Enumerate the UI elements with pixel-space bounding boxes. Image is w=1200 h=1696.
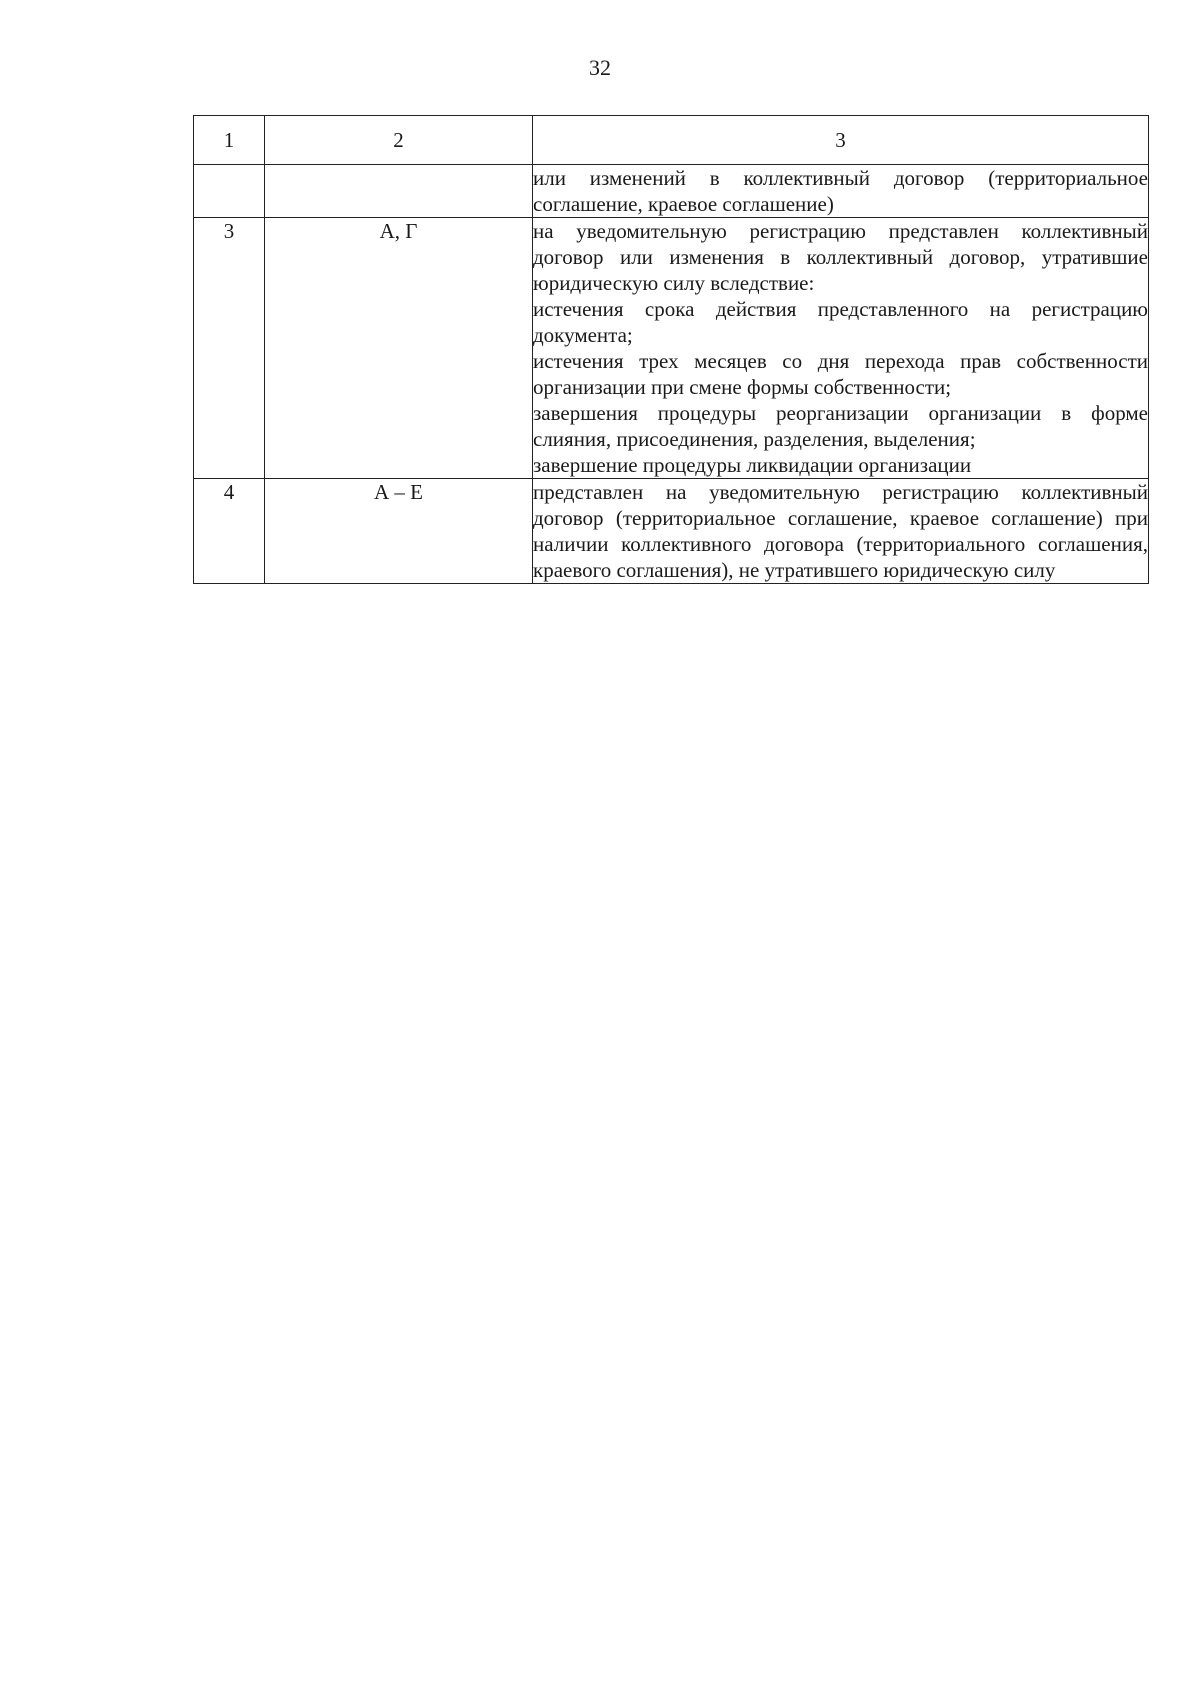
column-header-1: 1 [194, 116, 265, 165]
page-number: 32 [589, 55, 611, 80]
table-row [194, 218, 1149, 479]
row-text-cell [533, 218, 1149, 479]
row-letters-cell: А – Е [265, 479, 533, 584]
text-paragraph: истечения срока действия представленного на регистрацию документа; [533, 297, 1148, 347]
document-table [193, 115, 1149, 584]
table-row [194, 165, 1149, 218]
row-number-cell: 3 [194, 218, 265, 479]
text-paragraph: на уведомительную регистрацию представлен коллективный договор или изменения в коллективный договор, утратившие юридическую силу вследствие: [533, 219, 1148, 295]
row-text-cell [533, 479, 1149, 584]
column-header-2: 2 [265, 116, 533, 165]
row-text-cell [533, 165, 1149, 218]
column-header-3: 3 [533, 116, 1149, 165]
row-number-cell [194, 165, 265, 218]
row-letters-cell [265, 165, 533, 218]
row-letters-cell: А, Г [265, 218, 533, 479]
text-paragraph: или изменений в коллективный договор (территориальное соглашение, краевое соглашение) [533, 166, 1148, 216]
table-header-row [194, 116, 1149, 165]
text-paragraph: завершение процедуры ликвидации организации [533, 453, 972, 477]
text-paragraph: завершения процедуры реорганизации организации в форме слияния, присоединения, разделения, выделения; [533, 401, 1148, 451]
row-number-cell: 4 [194, 479, 265, 584]
table-row [194, 479, 1149, 584]
text-paragraph: представлен на уведомительную регистрацию коллективный договор (территориальное соглашение, краевое соглашение) при наличии коллективного договора (территориального соглашения, краевого соглашения), не утратившего юридическую силу [533, 480, 1148, 582]
text-paragraph: истечения трех месяцев со дня перехода прав собственности организации при смене формы собственности; [533, 349, 1148, 399]
